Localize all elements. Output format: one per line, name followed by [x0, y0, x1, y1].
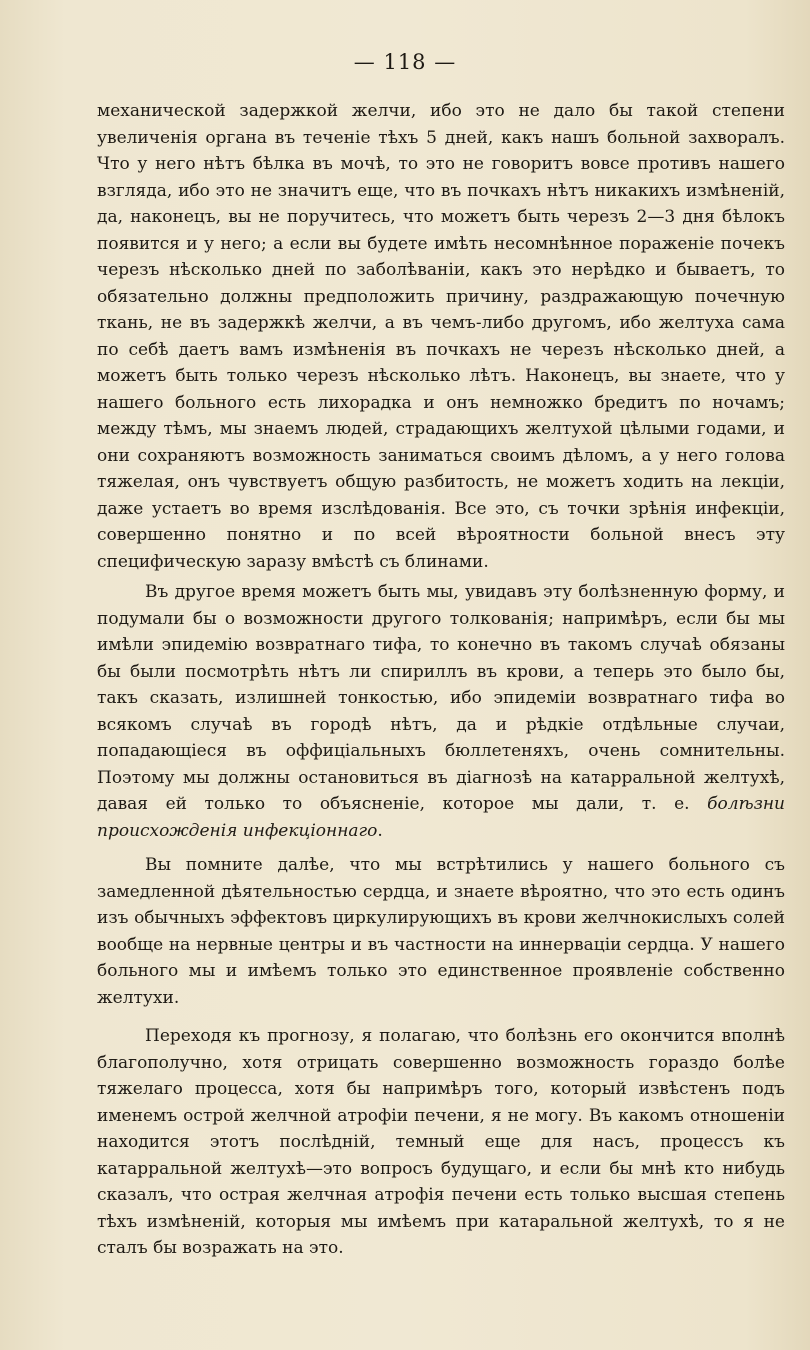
paragraph-1: механической задержкой желчи, ибо это не дало бы такой степени увеличенія органа въ теченіе тѣхъ 5 дней, какъ нашъ больной захворалъ. Что у него нѣтъ бѣлка въ мочѣ, то это не говоритъ вовсе противъ нашего взгляда, ибо это не значитъ еще, что въ почкахъ нѣтъ никакихъ измѣненій, да, наконецъ, вы не поручитесь, что можетъ быть черезъ 2—3 дня бѣлокъ появится и у него; а если вы будете имѣть несомнѣнное пораженіе почекъ черезъ нѣсколько дней по заболѣваніи, какъ это нерѣдко и бываетъ, то обязательно должны предположить причину, раздражающую почечную ткань, не въ задержкѣ желчи, а въ чемъ-либо другомъ, ибо желтуха сама по себѣ даетъ вамъ измѣненія въ почкахъ не черезъ нѣсколько дней, а можетъ быть только черезъ нѣсколько лѣтъ. Наконецъ, вы знаете, что у нашего больного есть лихорадка и онъ немножко бредитъ по ночамъ; между тѣмъ, мы знаемъ людей, страдающихъ желтухой цѣлыми годами, и они сохраняютъ возможность заниматься своимъ дѣломъ, а у него голова тяжелая, онъ чувствуетъ общую разбитость, не можетъ ходить на лекціи, даже устаетъ во время изслѣдованія. Все это, съ точки зрѣнія инфекціи, совершенно понятно и по всей вѣроятности больной внесъ эту специфическую заразу вмѣстѣ съ блинами. [97, 101, 785, 572]
paragraph-2-tail: . [377, 820, 383, 841]
paragraph-2-text: Въ другое время можетъ быть мы, увидавъ эту болѣзненную форму, и подумали бы о возможности другого толкованія; напримѣръ, если бы мы имѣли эпидемію возвратнаго тифа, то конечно въ такомъ случаѣ обязаны бы были посмотрѣть нѣтъ ли спириллъ въ крови, а теперь это было бы, такъ сказать, излишней тонкостью, ибо эпидеміи возвратнаго тифа во всякомъ случаѣ въ городѣ нѣтъ, да и рѣдкіе отдѣльные случаи, попадающіеся въ оффиціальныхъ бюллетеняхъ, очень сомнительны. Поэтому мы должны остановиться въ діагнозѣ на катарральной желтухѣ, давая ей только то объясненіе, которое мы дали, т. е. [97, 582, 785, 814]
body-text [97, 98, 785, 1262]
paragraph-2 [97, 579, 785, 844]
page-number: — 118 — [353, 50, 457, 74]
paragraph-4: Переходя къ прогнозу, я полагаю, что болѣзнь его окончится вполнѣ благополучно, хотя отрицать совершенно возможность гораздо болѣе тяжелаго процесса, хотя бы напримѣръ того, который извѣстенъ подъ именемъ острой желчной атрофіи печени, я не могу. Въ какомъ отношеніи находится этотъ послѣдній, темный еще для насъ, процессъ къ катарральной желтухѣ—это вопросъ будущаго, и если бы мнѣ кто нибудь сказалъ, что острая желчная атрофія печени есть только высшая степень тѣхъ измѣненій, которыя мы имѣемъ при катаральной желтухѣ, то я не сталъ бы возражать на это. [97, 1026, 785, 1258]
paragraph-2-italic: болѣзни происхожденія инфекціоннаго [97, 794, 785, 841]
paragraph-3: Вы помните далѣе, что мы встрѣтились у нашего больного съ замедленной дѣятельностью сердца, и знаете вѣроятно, что это есть одинъ изъ обычныхъ эффектовъ циркулирующихъ въ крови желчнокислыхъ солей вообще на нервные центры и въ частности на иннерваціи сердца. У нашего больного мы и имѣемъ только это единственное проявленіе собственно желтухи. [97, 855, 785, 1008]
